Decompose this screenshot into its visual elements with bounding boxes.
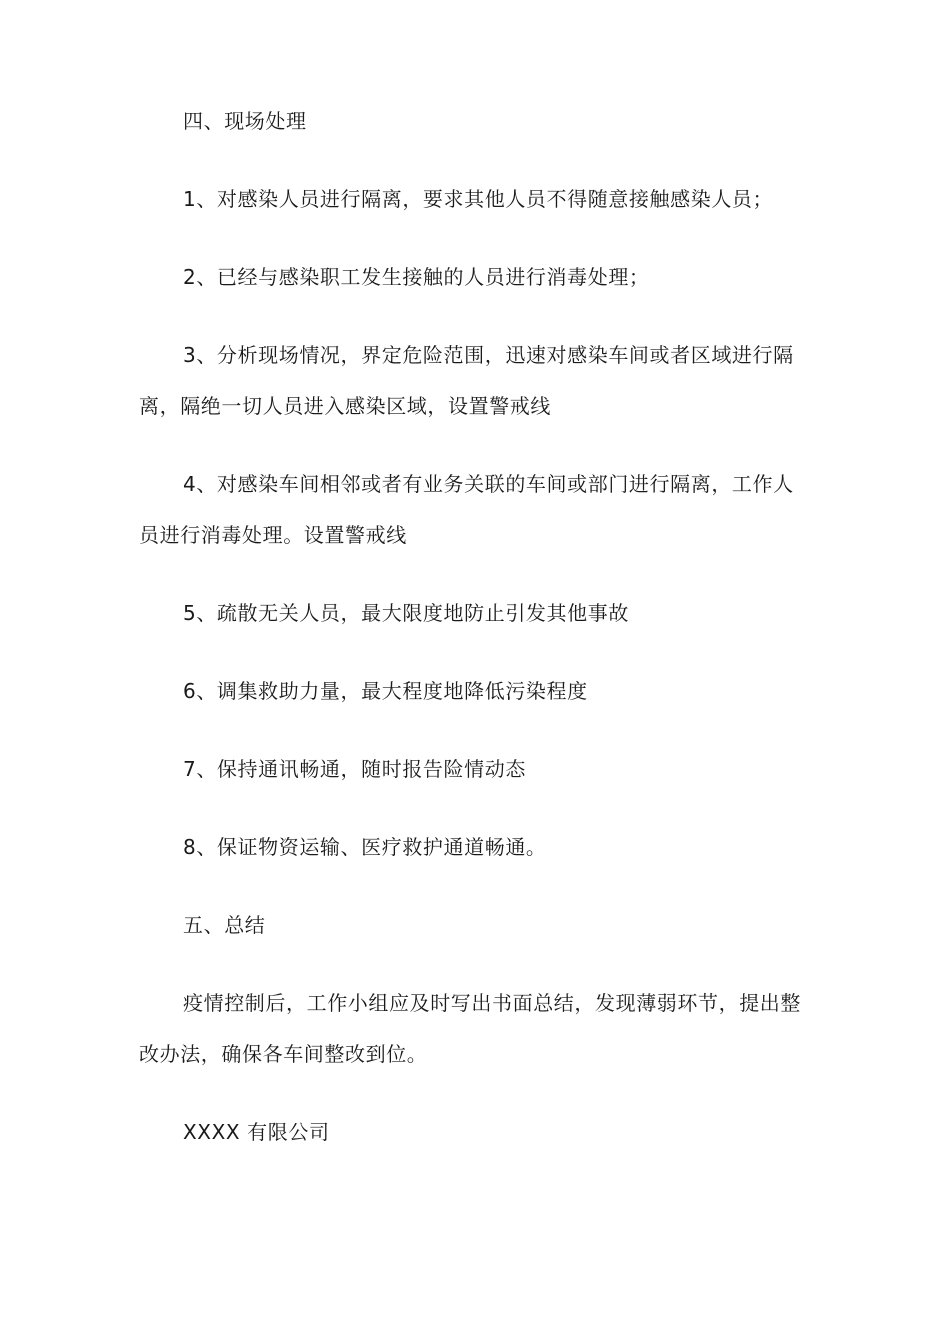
summary-paragraph: 疫情控制后，工作小组应及时写出书面总结，发现薄弱环节，提出整改办法，确保各车间整改到位。 xyxy=(139,991,801,1066)
list-item-3: 3、分析现场情况，界定危险范围，迅速对感染车间或者区域进行隔离，隔绝一切人员进入感染区域，设置警戒线 xyxy=(139,343,794,418)
section-heading-on-site-handling: 四、现场处理 xyxy=(183,109,307,133)
list-item-7: 7、保持通讯畅通，随时报告险情动态 xyxy=(183,757,526,781)
list-item-1: 1、对感染人员进行隔离，要求其他人员不得随意接触感染人员； xyxy=(183,187,774,211)
document-body xyxy=(139,96,807,1185)
list-item-8: 8、保证物资运输、医疗救护通道畅通。 xyxy=(183,835,547,859)
list-item-6: 6、调集救助力量，最大程度地降低污染程度 xyxy=(183,679,588,703)
company-signature: XXXX 有限公司 xyxy=(183,1120,330,1144)
list-item-4: 4、对感染车间相邻或者有业务关联的车间或部门进行隔离，工作人员进行消毒处理。设置警戒线 xyxy=(139,472,794,547)
list-item-2: 2、已经与感染职工发生接触的人员进行消毒处理； xyxy=(183,265,650,289)
section-heading-summary: 五、总结 xyxy=(183,913,266,937)
list-item-5: 5、疏散无关人员，最大限度地防止引发其他事故 xyxy=(183,601,629,625)
